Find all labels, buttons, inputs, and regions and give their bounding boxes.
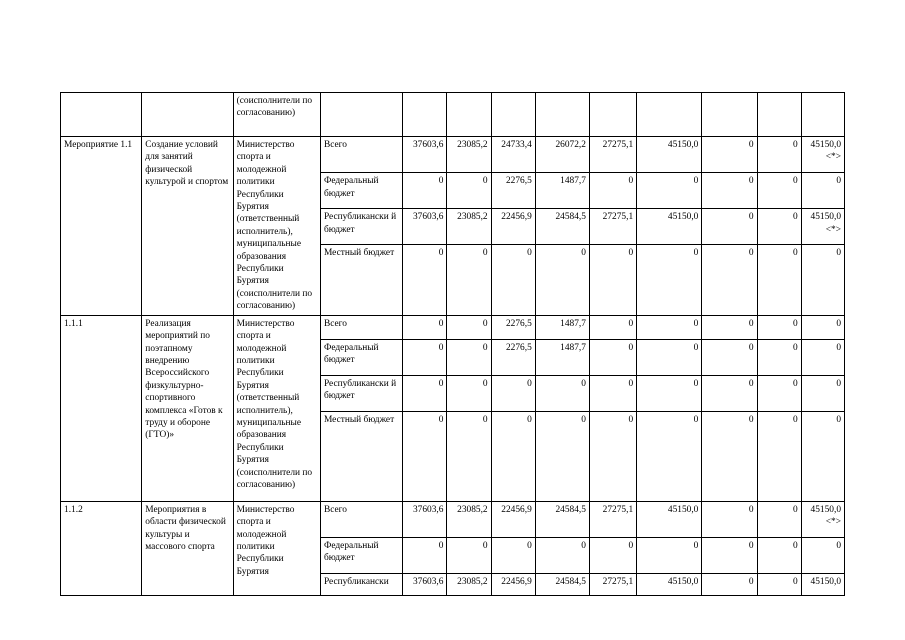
value-text: 0 <box>793 248 798 259</box>
value-cell <box>757 375 801 411</box>
value-text: 24584,5 <box>555 504 586 515</box>
value-text: 0 <box>836 318 841 329</box>
value-cell <box>702 93 757 137</box>
executor-cell: Министерство спорта и молодежной политики Республики Бурятия (ответственный исполнитель), муниципальные образования Республики Бурятия (соисполнители по согласованию) <box>233 315 320 501</box>
value-text: 0 <box>693 318 699 329</box>
value-cell <box>447 137 491 173</box>
value-cell <box>801 93 844 137</box>
source-cell <box>320 93 402 137</box>
value-text: 0 <box>836 378 841 389</box>
value-text: 0 <box>748 504 754 515</box>
value-cell <box>491 315 535 339</box>
value-text: 0 <box>748 378 754 389</box>
value-cell <box>403 173 447 209</box>
value-cell <box>637 339 702 375</box>
name-cell: Реализация мероприятий по поэтапному внедрению Всероссийского физкультурно-спортивного комплекса «Готов к труду и обороне (ГТО)» <box>142 315 233 501</box>
value-cell <box>637 375 702 411</box>
value-text: 45150,0 <box>667 504 699 515</box>
value-cell <box>801 173 844 209</box>
value-cell <box>757 93 801 137</box>
value-cell <box>403 537 447 573</box>
value-text: 1487,7 <box>560 318 586 329</box>
value-text: 23085,2 <box>457 576 488 587</box>
value-cell <box>447 173 491 209</box>
value-cell <box>403 245 447 315</box>
value-cell <box>757 501 801 537</box>
value-cell <box>702 137 757 173</box>
value-cell <box>491 245 535 315</box>
value-text: 23085,2 <box>457 140 488 150</box>
value-text: 0 <box>748 540 754 551</box>
value-text: 0 <box>793 318 798 329</box>
value-text: 45150,0 <box>810 212 841 223</box>
value-cell <box>801 411 844 501</box>
value-cell <box>535 137 589 173</box>
value-cell <box>637 501 702 537</box>
value-text: 0 <box>748 342 754 353</box>
value-text: 0 <box>438 540 444 551</box>
value-cell <box>757 573 801 595</box>
name-cell <box>142 93 233 137</box>
code-cell: 1.1.1 <box>61 315 142 501</box>
value-cell <box>589 339 636 375</box>
value-cell <box>801 137 844 173</box>
value-text: 45150,0 <box>667 212 699 223</box>
value-cell <box>801 573 844 595</box>
value-cell <box>491 209 535 245</box>
value-cell <box>757 209 801 245</box>
source-cell: Местный бюджет <box>320 411 402 501</box>
value-text: 0 <box>748 414 754 425</box>
value-cell <box>447 573 491 595</box>
value-cell <box>637 245 702 315</box>
value-cell <box>535 573 589 595</box>
value-text: 45150,0 <box>810 504 841 515</box>
value-cell <box>535 245 589 315</box>
source-cell: Федеральный бюджет <box>320 339 402 375</box>
value-text: 0 <box>581 248 586 259</box>
value-text: 0 <box>482 540 488 551</box>
value-cell <box>637 411 702 501</box>
value-text: 0 <box>482 176 488 187</box>
value-cell <box>637 573 702 595</box>
footnote-mark: <*> <box>825 224 841 235</box>
value-cell <box>702 315 757 339</box>
value-text: 0 <box>693 342 699 353</box>
code-cell: 1.1.2 <box>61 501 142 595</box>
source-cell: Всего <box>320 315 402 339</box>
value-text: 0 <box>581 414 586 425</box>
value-cell <box>403 339 447 375</box>
value-cell <box>702 537 757 573</box>
value-text: 1487,7 <box>560 176 586 187</box>
value-text: 26072,2 <box>555 140 586 150</box>
value-cell <box>403 209 447 245</box>
value-cell <box>403 573 447 595</box>
value-text: 0 <box>628 342 634 353</box>
value-text: 0 <box>836 342 841 353</box>
value-text: 0 <box>628 176 634 187</box>
value-text: 0 <box>527 248 532 259</box>
source-cell: Федеральный бюджет <box>320 173 402 209</box>
value-text: 37603,6 <box>412 576 444 587</box>
code-cell: Мероприятие 1.1 <box>61 137 142 316</box>
value-cell <box>589 245 636 315</box>
table-row <box>61 137 845 173</box>
value-text: 0 <box>793 576 798 587</box>
value-cell <box>589 173 636 209</box>
value-cell <box>403 375 447 411</box>
value-text: 0 <box>527 540 532 551</box>
value-text: 0 <box>438 248 444 259</box>
value-text: 45150,0 <box>667 576 699 587</box>
value-cell <box>801 537 844 573</box>
value-cell <box>491 573 535 595</box>
value-cell <box>801 245 844 315</box>
value-cell <box>589 375 636 411</box>
value-cell <box>535 501 589 537</box>
value-text: 0 <box>793 176 798 187</box>
value-cell <box>447 501 491 537</box>
value-text: 0 <box>482 378 488 389</box>
value-text: 23085,2 <box>457 212 488 223</box>
value-text: 45150,0 <box>810 140 841 150</box>
value-cell <box>491 93 535 137</box>
value-text: 0 <box>793 540 798 551</box>
value-cell <box>403 93 447 137</box>
value-text: 0 <box>527 378 532 389</box>
value-cell <box>637 209 702 245</box>
value-text: 0 <box>438 378 444 389</box>
value-text: 0 <box>836 540 841 551</box>
value-text: 2276,5 <box>505 318 532 329</box>
value-text: 0 <box>793 342 798 353</box>
source-cell: Республикански й бюджет <box>320 209 402 245</box>
name-cell: Мероприятия в области физической культуры и массового спорта <box>142 501 233 595</box>
continuation-row <box>61 93 845 137</box>
value-cell <box>589 137 636 173</box>
value-text: 0 <box>581 540 586 551</box>
value-cell <box>702 375 757 411</box>
value-text: 0 <box>438 176 444 187</box>
code-cell <box>61 93 142 137</box>
value-text: 0 <box>836 248 841 259</box>
value-cell <box>589 537 636 573</box>
value-text: 0 <box>748 140 754 150</box>
value-text: 0 <box>693 540 699 551</box>
value-cell <box>637 173 702 209</box>
value-cell <box>589 93 636 137</box>
value-cell <box>491 339 535 375</box>
value-text: 27275,1 <box>602 212 634 223</box>
source-cell: Федеральный бюджет <box>320 537 402 573</box>
value-cell <box>491 411 535 501</box>
value-text: 0 <box>482 248 488 259</box>
value-cell <box>403 501 447 537</box>
value-cell <box>702 501 757 537</box>
value-cell <box>447 537 491 573</box>
value-text: 0 <box>482 342 488 353</box>
value-text: 27275,1 <box>602 140 634 150</box>
value-cell <box>447 375 491 411</box>
value-text: 0 <box>438 342 444 353</box>
value-cell <box>702 573 757 595</box>
value-text: 45150,0 <box>667 140 699 150</box>
value-cell <box>491 501 535 537</box>
value-cell <box>702 245 757 315</box>
executor-cell: Министерство спорта и молодежной политики Республики Бурятия (ответственный исполнитель), муниципальные образования Республики Бурятия (соисполнители по согласованию) <box>233 137 320 316</box>
value-text: 0 <box>793 140 798 150</box>
value-text: 0 <box>793 378 798 389</box>
value-cell <box>637 315 702 339</box>
value-text: 0 <box>581 378 586 389</box>
source-cell: Всего <box>320 501 402 537</box>
value-text: 24584,5 <box>555 576 586 587</box>
value-text: 0 <box>693 176 699 187</box>
value-cell <box>589 411 636 501</box>
value-text: 1487,7 <box>560 342 586 353</box>
value-cell <box>757 537 801 573</box>
name-cell: Создание условий для занятий физической культурой и спортом <box>142 137 233 316</box>
value-cell <box>403 137 447 173</box>
value-cell <box>535 537 589 573</box>
value-text: 37603,6 <box>412 140 444 150</box>
value-text: 0 <box>693 414 699 425</box>
value-text: 0 <box>438 318 444 329</box>
value-cell <box>589 501 636 537</box>
value-text: 0 <box>693 378 699 389</box>
value-text: 0 <box>793 504 798 515</box>
value-cell <box>447 93 491 137</box>
value-cell <box>801 501 844 537</box>
value-text: 22456,9 <box>501 212 532 223</box>
value-cell <box>535 173 589 209</box>
table-body <box>61 93 845 596</box>
value-text: 0 <box>793 414 798 425</box>
value-cell <box>447 339 491 375</box>
value-text: 45150,0 <box>810 576 841 587</box>
source-cell: Всего <box>320 137 402 173</box>
value-text: 0 <box>836 176 841 187</box>
value-cell <box>535 339 589 375</box>
value-cell <box>491 173 535 209</box>
value-cell <box>702 411 757 501</box>
value-text: 37603,6 <box>412 504 444 515</box>
source-cell: Республикански <box>320 573 402 595</box>
value-cell <box>447 315 491 339</box>
value-cell <box>403 411 447 501</box>
value-cell <box>757 411 801 501</box>
value-text: 0 <box>748 248 754 259</box>
value-cell <box>757 315 801 339</box>
value-text: 24733,4 <box>501 140 532 150</box>
value-cell <box>637 93 702 137</box>
executor-cell: (соисполнители по согласованию) <box>233 93 320 137</box>
value-text: 0 <box>793 212 798 223</box>
value-text: 0 <box>748 576 754 587</box>
value-text: 0 <box>438 414 444 425</box>
value-cell <box>757 245 801 315</box>
value-cell <box>702 173 757 209</box>
value-cell <box>757 173 801 209</box>
value-cell <box>535 315 589 339</box>
source-cell: Республикански й бюджет <box>320 375 402 411</box>
value-text: 23085,2 <box>457 504 488 515</box>
value-text: 22456,9 <box>501 504 532 515</box>
value-text: 0 <box>628 248 634 259</box>
value-cell <box>447 411 491 501</box>
value-text: 0 <box>482 414 488 425</box>
value-cell <box>535 209 589 245</box>
value-cell <box>637 537 702 573</box>
value-text: 0 <box>628 540 634 551</box>
value-text: 22456,9 <box>501 576 532 587</box>
value-cell <box>702 339 757 375</box>
value-text: 0 <box>748 318 754 329</box>
value-text: 24584,5 <box>555 212 586 223</box>
value-cell <box>447 209 491 245</box>
value-cell <box>447 245 491 315</box>
value-cell <box>757 137 801 173</box>
value-text: 0 <box>748 212 754 223</box>
value-cell <box>589 573 636 595</box>
value-cell <box>535 411 589 501</box>
executor-cell: Министерство спорта и молодежной политики Республики Бурятия <box>233 501 320 595</box>
value-cell <box>403 315 447 339</box>
value-text: 27275,1 <box>602 576 634 587</box>
value-text: 27275,1 <box>602 504 634 515</box>
table-row <box>61 501 845 537</box>
value-cell <box>801 375 844 411</box>
value-cell <box>589 209 636 245</box>
footnote-mark: <*> <box>825 152 841 163</box>
value-cell <box>589 315 636 339</box>
value-cell <box>801 315 844 339</box>
value-cell <box>757 339 801 375</box>
value-cell <box>637 137 702 173</box>
budget-table <box>60 92 845 596</box>
value-cell <box>491 375 535 411</box>
value-text: 0 <box>748 176 754 187</box>
value-cell <box>491 137 535 173</box>
value-text: 0 <box>628 414 634 425</box>
value-text: 0 <box>482 318 488 329</box>
value-text: 0 <box>628 318 634 329</box>
value-cell <box>801 209 844 245</box>
value-text: 0 <box>527 414 532 425</box>
footnote-mark: <*> <box>825 517 841 528</box>
value-text: 37603,6 <box>412 212 444 223</box>
value-cell <box>491 537 535 573</box>
value-text: 2276,5 <box>505 342 532 353</box>
source-cell: Местный бюджет <box>320 245 402 315</box>
value-cell <box>535 93 589 137</box>
table-row <box>61 315 845 339</box>
value-cell <box>702 209 757 245</box>
value-cell <box>535 375 589 411</box>
value-text: 0 <box>628 378 634 389</box>
value-text: 0 <box>693 248 699 259</box>
value-text: 2276,5 <box>505 176 532 187</box>
value-cell <box>801 339 844 375</box>
value-text: 0 <box>836 414 841 425</box>
